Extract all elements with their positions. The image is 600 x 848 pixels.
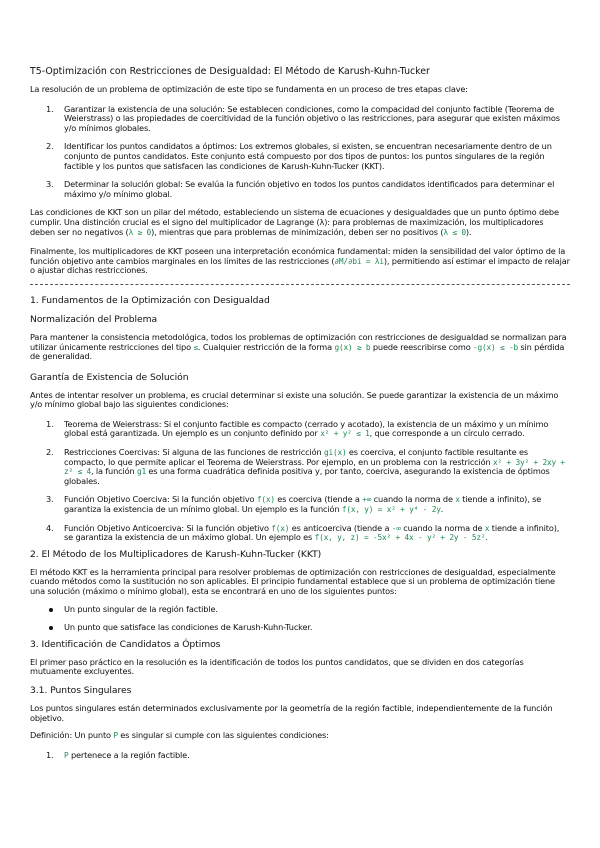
math-inline: ∂M/∂bi = λi xyxy=(334,256,384,266)
stages-list xyxy=(30,105,570,200)
list-item: 1. Garantizar la existencia de una solución: Se establecen condiciones, como la compacidad del conjunto factible (Teorema de Weierstrass) o las propiedades de coercitividad de la función objetivo o las restricciones, para asegurar que existen máximos y/o mínimos globales. xyxy=(46,103,560,133)
intro-paragraph: La resolución de un problema de optimización de este tipo se fundamenta en un proceso de tres etapas clave: xyxy=(30,84,468,94)
candidate-bullets xyxy=(30,605,570,633)
conditions-list xyxy=(30,751,570,761)
list-item: 2. Identificar los puntos candidatos a óptimos: Los extremos globales, si existen, se encuentran necesariamente dentro de un conjunto de puntos candidatos. Este conjunto está compuesto por dos tipos de puntos: los puntos singulares de la región factible y los puntos que satisfacen las condiciones de Karush-Kuhn-Tucker (KKT). xyxy=(46,141,552,171)
document-title: T5-Optimización con Restricciones de Desigualdad: El Método de Karush-Kuhn-Tucker xyxy=(30,66,430,77)
list-item: 3. Función Objetivo Coerciva: Si la función objetivo f(x) es coerciva (tiende a +∞ cuando la norma de x tiende a infinito), se garantiza la existencia de un mínimo global. Un ejemplo es la función f(x, y) = x² + y⁴ - 2y. xyxy=(46,494,542,515)
kkt-method-paragraph: El método KKT es la herramienta principal para resolver problemas de optimización con restricciones de desigualdad, especialmente cuando métodos como la sustitución no son aplicables. El principio fundamental establece que si un problema de optimización tiene una solución (máximo o mínimo global), esta se encontrará en uno de los siguientes puntos: xyxy=(30,566,556,596)
list-item: 3. Determinar la solución global: Se evalúa la función objetivo en todos los puntos candidatos identificados para determinar el máximo y/o mínimo global. xyxy=(46,179,555,199)
list-item: Un punto que satisface las condiciones de Karush-Kuhn-Tucker. xyxy=(30,623,570,633)
singular-paragraph: Los puntos singulares están determinados exclusivamente por la geometría de la región factible, independientemente de la función objetivo. xyxy=(30,702,553,723)
existence-intro: Antes de intentar resolver un problema, es crucial determinar si existe una solución. Se puede garantizar la existencia de un máximo y/o mínimo global bajo las siguientes condiciones: xyxy=(30,389,559,410)
list-item: Un punto singular de la región factible. xyxy=(30,605,570,615)
normalization-paragraph: Para mantener la consistencia metodológica, todos los problemas de optimización con restricciones de desigualdad se normalizan para utilizar únicamente restricciones del tipo ≤. Cualquier restricción de la forma g(x) ≥ b puede reescribirse como -g(x) ≤ -b sin pérdida de generalidad. xyxy=(30,331,567,362)
list-item: 4. Función Objetivo Anticoerciva: Si la función objetivo f(x) es anticoerciva (tiende a -∞ cuando la norma de x tiende a infinito), se garantiza la existencia de un máximo global. Un ejemplo es f(x, y, z) = -5x² + 4x - y² + 2y - 5z². xyxy=(46,522,560,543)
subsection-heading: 3.1. Puntos Singulares xyxy=(30,684,132,696)
section-divider xyxy=(30,284,570,285)
final-paragraph: Finalmente, los multiplicadores de KKT poseen una interpretación económica fundamental: miden la sensibilidad del valor óptimo de la función objetivo ante cambios marginales en los límites de las restricciones (∂M/∂bi = λi), permitiendo así estimar el impacto de relajar o ajustar dichas restricciones. xyxy=(30,246,570,276)
section-heading: 2. El Método de los Multiplicadores de Karush-Kuhn-Tucker (KKT) xyxy=(30,548,322,560)
subsection-heading: Normalización del Problema xyxy=(30,313,158,325)
definition-paragraph: Definición: Un punto P es singular si cumple con las siguientes condiciones: xyxy=(30,730,329,741)
list-item: 1. P pertenece a la región factible. xyxy=(46,749,190,760)
document-page xyxy=(30,66,570,769)
candidates-paragraph: El primer paso práctico en la resolución es la identificación de todos los puntos candidatos, que se dividen en dos categorías mutuamente excluyentes. xyxy=(30,656,524,677)
bullet-icon xyxy=(49,626,53,630)
list-item: 2. Restricciones Coercivas: Si alguna de las funciones de restricción gi(x) es coerciva, el conjunto factible resultante es compacto, lo que permite aplicar el Teorema de Weierstrass. Por ejemplo, en un problema con la restricción x² + 3y² + 2xy + z² ≤ 4, la función g1 es una forma cuadrática definida positiva y, por tanto, coerciva, asegurando la existencia de óptimos globales. xyxy=(46,447,565,486)
bullet-icon xyxy=(49,608,53,612)
math-inline: λ ≥ 0 xyxy=(128,227,152,237)
section-heading: 3. Identificación de Candidatos a Óptimos xyxy=(30,638,221,650)
math-inline: λ ≤ 0 xyxy=(443,227,466,237)
section-heading: 1. Fundamentos de la Optimización con Desigualdad xyxy=(30,294,270,306)
kkt-paragraph: Las condiciones de KKT son un pilar del método, estableciendo un sistema de ecuaciones y desigualdades que un punto óptimo debe cumplir. Una distinción crucial es el signo del multiplicador de Lagrange (λ): para problemas de maximización, los multiplicadores deben ser no negativos (λ ≥ 0), mientras que para problemas de minimización, deben ser no positivos (λ ≤ 0). xyxy=(30,207,559,237)
existence-list xyxy=(30,420,570,543)
subsection-heading: Garantía de Existencia de Solución xyxy=(30,371,189,383)
list-item: 1. Teorema de Weierstrass: Si el conjunto factible es compacto (cerrado y acotado), la existencia de un máximo y un mínimo global está garantizada. Un ejemplo es un conjunto definido por x² + y² ≤ 1, que corresponde a un círculo cerrado. xyxy=(46,418,549,439)
